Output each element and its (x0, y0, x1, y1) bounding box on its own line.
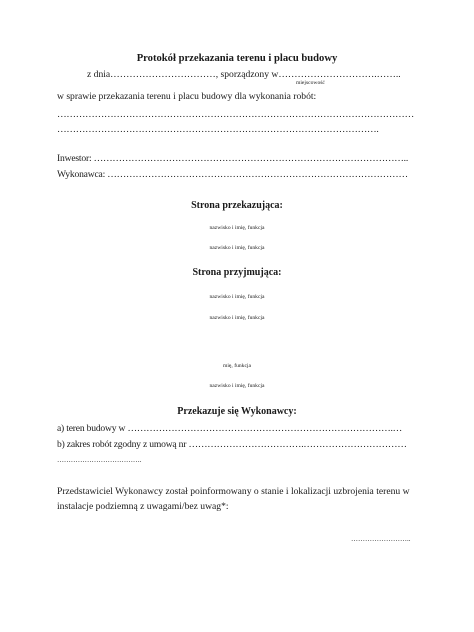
signature-caption: nazwisko i imię, funkcja (209, 383, 265, 389)
item-site: a) teren budowy w ………………………………………………………………………….… (57, 423, 403, 434)
item-scope-continuation: ………………………………. (57, 456, 142, 464)
signature-caption: nazwisko i imię, funkcja (209, 225, 265, 231)
contractor-line: Wykonawca: …………………………………………………………………………………… (57, 169, 408, 180)
signature-caption: nazwisko i imię, funkcja (209, 315, 265, 321)
investor-line: Inwestor: ……………………………………………………………………………………….. (57, 153, 409, 164)
handing-party-heading: Strona przekazująca: (191, 200, 283, 211)
info-paragraph-line: instalacje podziemną z uwagami/bez uwag*: (57, 501, 229, 512)
dotted-line: …………………………………………………………………………………………. (57, 124, 379, 135)
signature-caption: nazwisko i imię, funkcja (209, 294, 265, 300)
document-title: Protokół przekazania terenu i placu budowy (136, 53, 338, 64)
dotted-line: …………………………………………………………………………………………………… (57, 109, 414, 120)
date-and-place-line: z dnia……………………………, sporządzony w………………………….…….. (87, 69, 401, 80)
signature-line: …………………….. (351, 535, 411, 543)
subject-line: w sprawie przekazania terenu i placu budowy dla wykonania robót: (57, 91, 317, 102)
place-caption: miejscowość (296, 80, 325, 86)
transfer-heading: Przekazuje się Wykonawcy: (177, 406, 297, 417)
info-paragraph-line: Przedstawiciel Wykonawcy został poinformowany o stanie i lokalizacji uzbrojenia terenu w (57, 486, 410, 497)
item-scope: b) zakres robót zgodny z umową nr ……………………………….…………………………… (57, 439, 407, 450)
signature-caption: nazwisko i imię, funkcja (209, 245, 265, 251)
receiving-party-heading: Strona przyjmująca: (192, 267, 282, 278)
signature-caption: mię, funkcja (223, 363, 251, 369)
